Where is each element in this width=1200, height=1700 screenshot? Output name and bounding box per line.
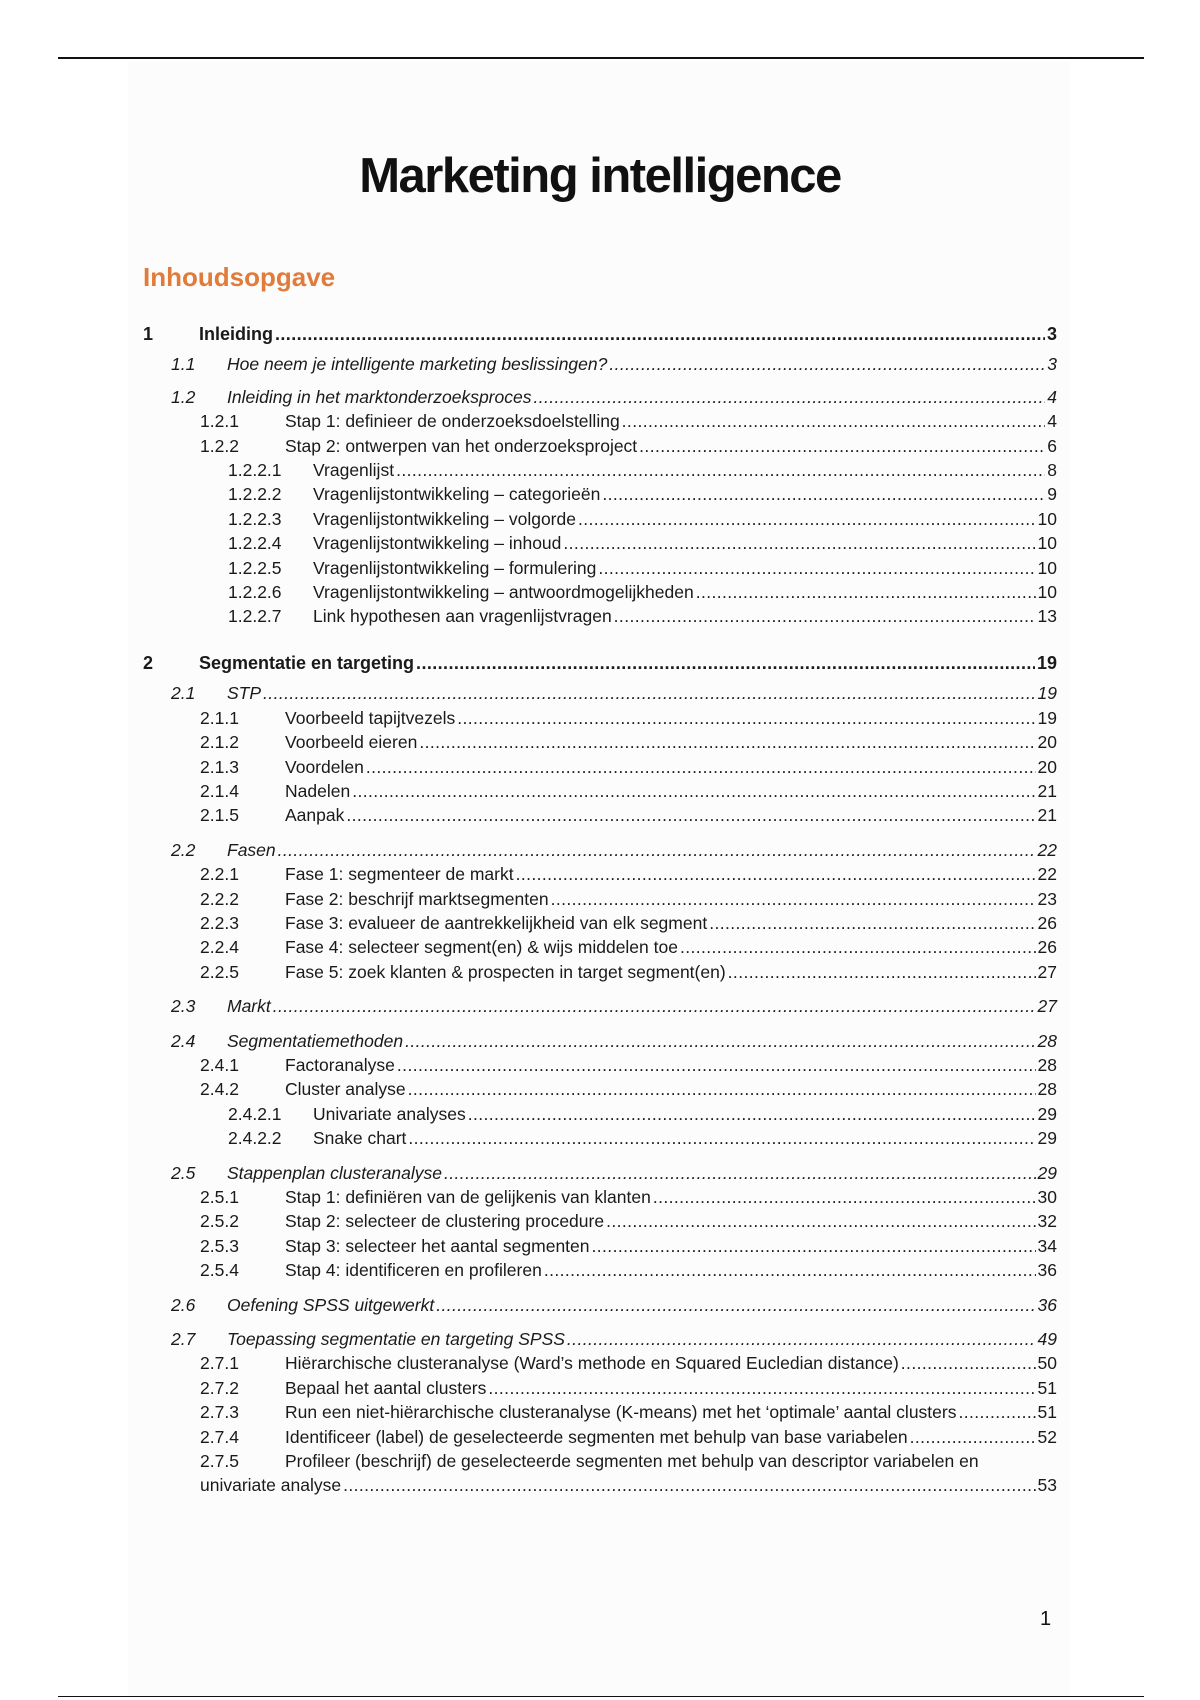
table-of-contents bbox=[143, 322, 1057, 1498]
toc-entry-title: Fase 3: evalueer de aantrekkelijkheid van elk segment bbox=[285, 912, 708, 933]
toc-entry-2-2-3[interactable] bbox=[143, 911, 1057, 935]
toc-entry-2-1[interactable] bbox=[143, 681, 1057, 705]
toc-entry-1-2-2-2[interactable] bbox=[143, 482, 1057, 506]
toc-entry-number: 2.7.2 bbox=[200, 1377, 239, 1398]
toc-entry-title: Nadelen bbox=[285, 780, 351, 801]
toc-leader-dots bbox=[273, 994, 1036, 1018]
toc-entry-title: Fase 4: selecteer segment(en) & wijs middelen toe bbox=[285, 937, 678, 958]
toc-entry-title: Cluster analyse bbox=[285, 1079, 406, 1100]
toc-entry-2-2-5[interactable] bbox=[143, 960, 1057, 984]
toc-entry-title: Stap 2: ontwerpen van het onderzoeksproject bbox=[285, 435, 638, 456]
toc-heading: Inhoudsopgave bbox=[143, 262, 336, 292]
toc-leader-dots bbox=[592, 1234, 1036, 1258]
toc-leader-dots bbox=[728, 960, 1036, 984]
toc-entry-1[interactable] bbox=[143, 322, 1057, 346]
toc-leader-dots bbox=[397, 1053, 1036, 1077]
toc-entry-2-2[interactable] bbox=[143, 838, 1057, 862]
toc-entry-page: 50 bbox=[1037, 1353, 1057, 1374]
toc-entry-2-1-5[interactable] bbox=[143, 803, 1057, 827]
toc-leader-dots bbox=[567, 1327, 1036, 1351]
toc-entry-title: Factoranalyse bbox=[285, 1054, 395, 1075]
toc-entry-title: Stappenplan clusteranalyse bbox=[227, 1162, 443, 1183]
toc-entry-1-1[interactable] bbox=[143, 352, 1057, 376]
toc-entry-2-7-2[interactable] bbox=[143, 1376, 1057, 1400]
toc-entry-title: Oefening SPSS uitgewerkt bbox=[227, 1294, 435, 1315]
toc-entry-page: 28 bbox=[1037, 1054, 1057, 1075]
toc-entry-page: 19 bbox=[1037, 683, 1057, 704]
toc-entry-number: 2 bbox=[143, 652, 154, 673]
toc-entry-page: 29 bbox=[1037, 1103, 1057, 1124]
toc-entry-number: 2.7.3 bbox=[200, 1402, 239, 1423]
toc-entry-number: 1.2.2.6 bbox=[228, 582, 282, 603]
toc-entry-number: 2.2 bbox=[171, 839, 196, 860]
toc-entry-page: 3 bbox=[1046, 324, 1057, 344]
toc-leader-dots bbox=[346, 803, 1035, 827]
toc-entry-page: 8 bbox=[1047, 460, 1057, 481]
toc-entry-page: 6 bbox=[1047, 435, 1057, 456]
toc-leader-dots bbox=[602, 482, 1045, 506]
toc-entry-2-7-5[interactable] bbox=[143, 1449, 1057, 1473]
toc-entry-number: 2.5.4 bbox=[200, 1260, 239, 1281]
toc-leader-dots bbox=[468, 1102, 1036, 1126]
toc-entry-page: 9 bbox=[1047, 484, 1057, 505]
toc-entry-2-5-2[interactable] bbox=[143, 1209, 1057, 1233]
toc-leader-dots bbox=[278, 838, 1036, 862]
toc-entry-title: Link hypothesen aan vragenlijstvragen bbox=[313, 606, 612, 627]
toc-entry-number: 2.7.4 bbox=[200, 1426, 239, 1447]
toc-entry-title: Univariate analyses bbox=[313, 1103, 466, 1124]
toc-entry-page: 21 bbox=[1037, 780, 1057, 801]
toc-leader-dots bbox=[622, 409, 1046, 433]
toc-entry-page: 49 bbox=[1037, 1329, 1057, 1350]
toc-entry-number: 1.2.2 bbox=[200, 435, 239, 456]
toc-leader-dots bbox=[563, 531, 1035, 555]
toc-entry-2-5-3[interactable] bbox=[143, 1234, 1057, 1258]
toc-entry-page: 20 bbox=[1037, 732, 1057, 753]
toc-entry-1-2-2[interactable] bbox=[143, 434, 1057, 458]
toc-entry-1-2-2-6[interactable] bbox=[143, 580, 1057, 604]
toc-leader-dots bbox=[263, 681, 1035, 705]
toc-entry-1-2[interactable] bbox=[143, 385, 1057, 409]
toc-entry-title: STP bbox=[227, 683, 262, 704]
toc-entry-title: Fase 1: segmenteer de markt bbox=[285, 864, 514, 885]
toc-leader-dots bbox=[457, 706, 1035, 730]
toc-entry-title: Segmentatie en targeting bbox=[199, 652, 415, 673]
toc-entry-title: Segmentatiemethoden bbox=[227, 1030, 404, 1051]
toc-leader-dots bbox=[488, 1376, 1035, 1400]
document-title: Marketing intelligence bbox=[359, 149, 841, 203]
toc-leader-dots bbox=[419, 730, 1035, 754]
toc-entry-number: 1.2.2.4 bbox=[228, 533, 282, 554]
toc-entry-page: 21 bbox=[1037, 805, 1057, 826]
toc-entry-title: Vragenlijstontwikkeling – antwoordmogelijkheden bbox=[313, 582, 694, 603]
toc-entry-number: 2.1.2 bbox=[200, 732, 239, 753]
toc-entry-number: 2.1 bbox=[171, 683, 196, 704]
toc-entry-number: 1.2.2.5 bbox=[228, 557, 282, 578]
toc-entry-page: 27 bbox=[1037, 996, 1057, 1017]
toc-entry-number: 1.2 bbox=[171, 386, 196, 407]
toc-entry-number: 2.2.4 bbox=[200, 937, 239, 958]
toc-entry-2-2-2[interactable] bbox=[143, 887, 1057, 911]
toc-entry-page: 10 bbox=[1037, 508, 1057, 529]
toc-entry-title: Toepassing segmentatie en targeting SPSS bbox=[227, 1329, 565, 1350]
toc-entry-2-7-1[interactable] bbox=[143, 1351, 1057, 1375]
toc-entry-page: 20 bbox=[1037, 756, 1057, 777]
toc-entry-2-2-4[interactable] bbox=[143, 935, 1057, 959]
toc-leader-dots bbox=[614, 604, 1036, 628]
toc-entry-1-2-2-3[interactable] bbox=[143, 507, 1057, 531]
toc-entry-page: 4 bbox=[1047, 386, 1057, 407]
toc-entry-page: 36 bbox=[1037, 1260, 1057, 1281]
toc-leader-dots bbox=[343, 1473, 1035, 1497]
toc-entry-page: 22 bbox=[1037, 864, 1057, 885]
toc-entry-title: Run een niet-hiërarchische clusteranalyse (K-means) met het ‘optimale’ aantal clusters bbox=[285, 1402, 957, 1423]
toc-entry-number: 2.5 bbox=[171, 1162, 196, 1183]
toc-entry-page: 27 bbox=[1037, 961, 1057, 982]
toc-entry-number: 2.2.5 bbox=[200, 961, 239, 982]
toc-entry-page: 23 bbox=[1037, 888, 1057, 909]
toc-entry-page: 29 bbox=[1037, 1128, 1057, 1149]
toc-entry-page: 52 bbox=[1037, 1426, 1057, 1447]
toc-entry-2-6[interactable] bbox=[143, 1293, 1057, 1317]
toc-entry-number: 2.7 bbox=[171, 1329, 196, 1350]
toc-entry-1-2-2-5[interactable] bbox=[143, 556, 1057, 580]
toc-entry-title: Stap 3: selecteer het aantal segmenten bbox=[285, 1235, 590, 1256]
toc-entry-continuation[interactable] bbox=[143, 1473, 1057, 1497]
toc-entry-2-4-2[interactable] bbox=[143, 1077, 1057, 1101]
toc-entry-number: 2.2.3 bbox=[200, 912, 239, 933]
toc-entry-2-5-1[interactable] bbox=[143, 1185, 1057, 1209]
toc-entry-number: 1.2.2.3 bbox=[228, 508, 282, 529]
toc-entry-2-4[interactable] bbox=[143, 1029, 1057, 1053]
toc-leader-dots bbox=[696, 580, 1036, 604]
toc-entry-number: 2.6 bbox=[171, 1294, 196, 1315]
toc-entry-page: 10 bbox=[1037, 557, 1057, 578]
toc-entry-number: 2.4.2.1 bbox=[228, 1103, 282, 1124]
toc-entry-2-3[interactable] bbox=[143, 994, 1057, 1018]
toc-entry-title: Fase 2: beschrijf marktsegmenten bbox=[285, 888, 549, 909]
toc-entry-page: 28 bbox=[1037, 1030, 1057, 1051]
toc-entry-title: Markt bbox=[227, 996, 271, 1017]
toc-leader-dots bbox=[709, 911, 1035, 935]
toc-entry-number: 2.4.2.2 bbox=[228, 1128, 282, 1149]
toc-entry-number: 2.5.1 bbox=[200, 1187, 239, 1207]
toc-leader-dots bbox=[352, 779, 1035, 803]
toc-entry-page: 26 bbox=[1037, 912, 1057, 933]
bottom-rule bbox=[58, 1696, 1144, 1697]
toc-entry-1-2-2-4[interactable] bbox=[143, 531, 1057, 555]
toc-entry-title: Voorbeeld eieren bbox=[285, 732, 418, 753]
toc-leader-dots bbox=[516, 862, 1036, 886]
toc-entry-number: 2.4.2 bbox=[200, 1079, 239, 1100]
toc-entry-title: Snake chart bbox=[313, 1128, 407, 1149]
toc-entry-number: 2.1.1 bbox=[200, 707, 239, 728]
toc-entry-2-5-4[interactable] bbox=[143, 1258, 1057, 1282]
toc-entry-number: 2.7.5 bbox=[200, 1451, 239, 1472]
toc-entry-2-7[interactable] bbox=[143, 1327, 1057, 1351]
toc-entry-number: 2.4 bbox=[171, 1030, 196, 1051]
toc-entry-title: Stap 1: definiëren van de gelijkenis van klanten bbox=[285, 1187, 651, 1207]
toc-leader-dots bbox=[639, 434, 1045, 458]
toc-entry-page: 34 bbox=[1037, 1235, 1057, 1256]
toc-entry-title: Voordelen bbox=[285, 756, 364, 777]
toc-entry-title: Stap 2: selecteer de clustering procedure bbox=[285, 1211, 605, 1232]
toc-entry-number: 2.5.2 bbox=[200, 1211, 239, 1232]
toc-leader-dots bbox=[680, 935, 1036, 959]
toc-entry-number: 2.1.3 bbox=[200, 756, 239, 777]
toc-entry-title: Voorbeeld tapijtvezels bbox=[285, 707, 456, 728]
toc-entry-2-1-3[interactable] bbox=[143, 755, 1057, 779]
toc-entry-title: Vragenlijstontwikkeling – categorieën bbox=[313, 484, 601, 505]
toc-entry-title: Stap 4: identificeren en profileren bbox=[285, 1260, 542, 1281]
toc-leader-dots bbox=[544, 1258, 1036, 1282]
toc-leader-dots bbox=[396, 458, 1045, 482]
toc-entry-2-4-1[interactable] bbox=[143, 1053, 1057, 1077]
toc-entry-title: Fase 5: zoek klanten & prospecten in target segment(en) bbox=[285, 961, 726, 982]
toc-entry-1-2-2-1[interactable] bbox=[143, 458, 1057, 482]
toc-leader-dots bbox=[275, 322, 1045, 346]
toc-entry-number: 2.4.1 bbox=[200, 1054, 239, 1075]
toc-leader-dots bbox=[609, 352, 1045, 376]
toc-entry-page: 19 bbox=[1036, 652, 1057, 673]
toc-entry-2-5[interactable] bbox=[143, 1161, 1057, 1185]
toc-leader-dots bbox=[405, 1029, 1035, 1053]
toc-entry-number: 1.2.2.7 bbox=[228, 606, 282, 627]
toc-leader-dots bbox=[958, 1400, 1035, 1424]
toc-entry-2-1-4[interactable] bbox=[143, 779, 1057, 803]
toc-entry-number: 1.1 bbox=[171, 354, 196, 375]
toc-entry-title: Hiërarchische clusteranalyse (Ward’s methode en Squared Eucledian distance) bbox=[285, 1353, 899, 1374]
toc-leader-dots bbox=[551, 887, 1036, 911]
toc-entry-2[interactable] bbox=[143, 651, 1057, 675]
toc-entry-2-1-2[interactable] bbox=[143, 730, 1057, 754]
toc-entry-page: 4 bbox=[1047, 411, 1057, 432]
toc-entry-page: 3 bbox=[1047, 354, 1057, 375]
top-rule bbox=[58, 57, 1144, 59]
toc-entry-page: 51 bbox=[1037, 1377, 1057, 1398]
page-number: 1 bbox=[1040, 1608, 1052, 1630]
toc-leader-dots bbox=[606, 1209, 1035, 1233]
toc-entry-1-2-2-7[interactable] bbox=[143, 604, 1057, 628]
toc-entry-page: 36 bbox=[1037, 1294, 1057, 1315]
toc-entry-title: Bepaal het aantal clusters bbox=[285, 1377, 487, 1398]
toc-entry-title: Vragenlijstontwikkeling – inhoud bbox=[313, 533, 562, 554]
toc-entry-page: 26 bbox=[1037, 937, 1057, 958]
toc-leader-dots bbox=[444, 1161, 1036, 1185]
toc-entry-title: Vragenlijstontwikkeling – volgorde bbox=[313, 508, 576, 529]
toc-entry-number: 1.2.1 bbox=[200, 411, 239, 432]
toc-entry-page: 10 bbox=[1037, 582, 1057, 603]
toc-entry-number: 2.2.2 bbox=[200, 888, 239, 909]
toc-entry-2-4-2-1[interactable] bbox=[143, 1102, 1057, 1126]
toc-entry-number: 2.1.5 bbox=[200, 805, 239, 826]
toc-leader-dots bbox=[578, 507, 1036, 531]
toc-entry-title: Identificeer (label) de geselecteerde segmenten met behulp van base variabelen bbox=[285, 1426, 908, 1447]
toc-entry-1-2-1[interactable] bbox=[143, 409, 1057, 433]
toc-entry-2-4-2-2[interactable] bbox=[143, 1126, 1057, 1150]
toc-entry-2-2-1[interactable] bbox=[143, 862, 1057, 886]
toc-entry-page: 51 bbox=[1037, 1402, 1057, 1423]
toc-leader-dots bbox=[366, 755, 1036, 779]
toc-entry-title: Profileer (beschrijf) de geselecteerde segmenten met behulp van descriptor variabelen en bbox=[285, 1451, 979, 1472]
toc-entry-number: 2.3 bbox=[171, 996, 196, 1017]
toc-entry-page: 10 bbox=[1037, 533, 1057, 554]
toc-entry-title: Inleiding bbox=[199, 324, 273, 344]
toc-entry-number: 2.2.1 bbox=[200, 864, 239, 885]
toc-entry-number: 2.1.4 bbox=[200, 780, 239, 801]
toc-entry-page: 19 bbox=[1037, 707, 1057, 728]
toc-entry-number: 1 bbox=[143, 324, 154, 344]
toc-entry-page: 28 bbox=[1037, 1079, 1057, 1100]
toc-entry-page: 22 bbox=[1037, 839, 1057, 860]
toc-entry-2-7-4[interactable] bbox=[143, 1425, 1057, 1449]
toc-entry-title-continuation: univariate analyse bbox=[200, 1475, 342, 1496]
toc-entry-number: 1.2.2.2 bbox=[228, 484, 282, 505]
toc-entry-title: Stap 1: definieer de onderzoeksdoelstelling bbox=[285, 411, 620, 432]
toc-entry-title: Inleiding in het marktonderzoeksproces bbox=[227, 386, 532, 407]
toc-entry-title: Aanpak bbox=[285, 805, 345, 826]
toc-entry-2-7-3[interactable] bbox=[143, 1400, 1057, 1424]
toc-leader-dots bbox=[901, 1351, 1036, 1375]
toc-entry-page: 32 bbox=[1037, 1211, 1057, 1232]
toc-leader-dots bbox=[598, 556, 1035, 580]
toc-leader-dots bbox=[408, 1077, 1036, 1101]
toc-leader-dots bbox=[910, 1425, 1036, 1449]
toc-entry-2-1-1[interactable] bbox=[143, 706, 1057, 730]
toc-entry-title: Vragenlijst bbox=[313, 460, 395, 481]
toc-entry-number: 2.7.1 bbox=[200, 1353, 239, 1374]
toc-leader-dots bbox=[408, 1126, 1035, 1150]
toc-entry-page: 30 bbox=[1037, 1187, 1057, 1207]
toc-leader-dots bbox=[436, 1293, 1035, 1317]
toc-entry-number: 1.2.2.1 bbox=[228, 460, 282, 481]
toc-entry-page: 53 bbox=[1037, 1475, 1057, 1496]
toc-leader-dots bbox=[416, 651, 1035, 675]
toc-entry-title: Vragenlijstontwikkeling – formulering bbox=[313, 557, 597, 578]
toc-entry-title: Fasen bbox=[227, 839, 276, 860]
toc-entry-title: Hoe neem je intelligente marketing beslissingen? bbox=[227, 354, 608, 375]
toc-entry-page: 13 bbox=[1037, 606, 1057, 627]
toc-leader-dots bbox=[653, 1185, 1036, 1209]
toc-entry-number: 2.5.3 bbox=[200, 1235, 239, 1256]
toc-entry-page: 29 bbox=[1037, 1162, 1057, 1183]
toc-leader-dots bbox=[533, 385, 1045, 409]
